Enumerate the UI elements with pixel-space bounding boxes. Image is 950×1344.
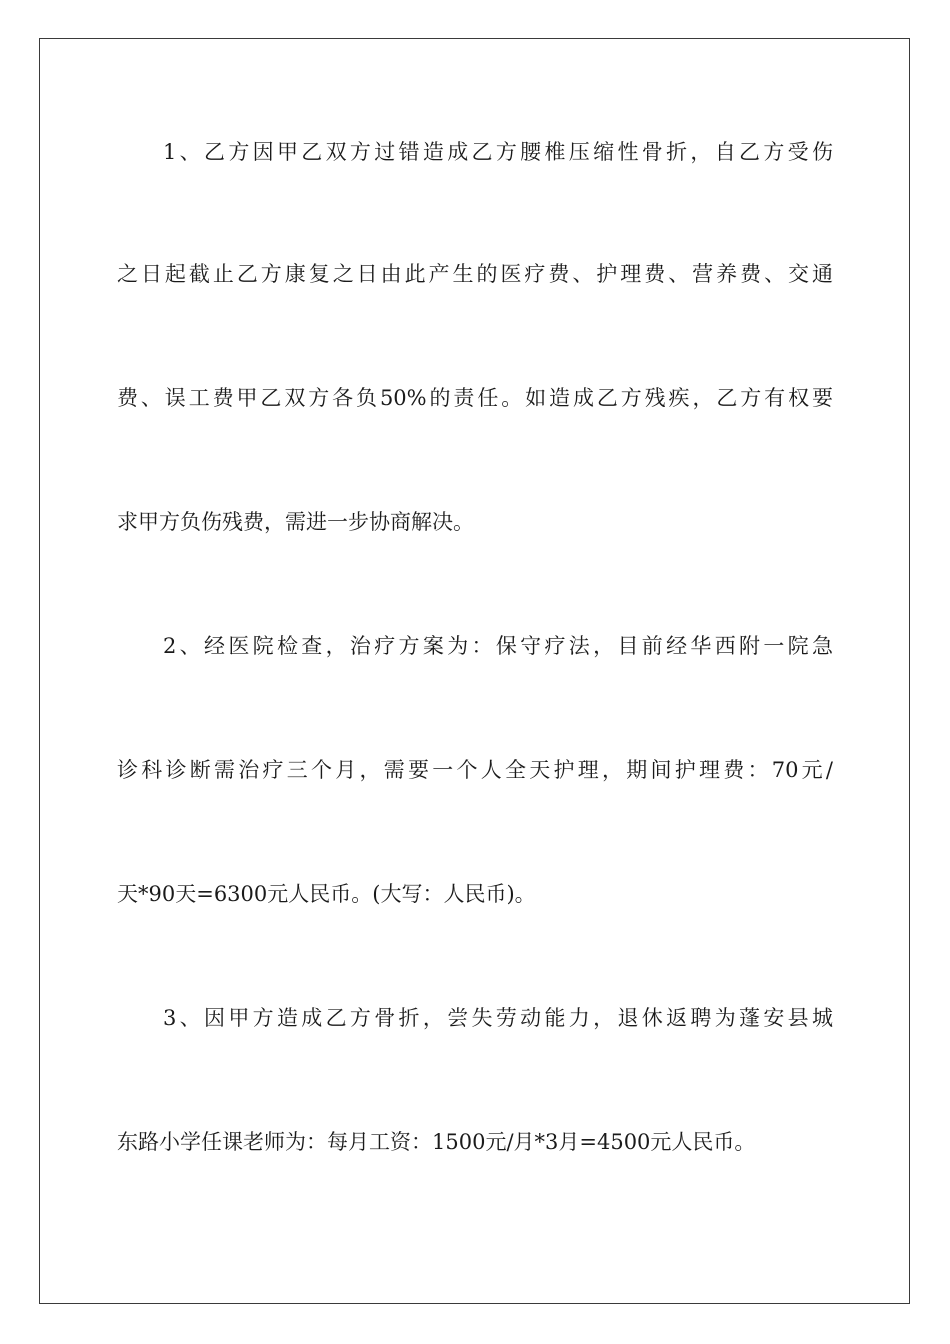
- paragraph-2-line-1: 2、经医院检查，治疗方案为：保守疗法，目前经华西附一院急: [163, 634, 833, 658]
- paragraph-1-line-2: 之日起截止乙方康复之日由此产生的医疗费、护理费、营养费、交通: [117, 262, 833, 286]
- paragraph-1-line-1: 1、乙方因甲乙双方过错造成乙方腰椎压缩性骨折，自乙方受伤: [163, 140, 833, 164]
- paragraph-3-line-2: 东路小学任课老师为：每月工资：1500元/月*3月=4500元人民币。: [117, 1130, 756, 1154]
- paragraph-1-line-4: 求甲方负伤残费，需进一步协商解决。: [117, 510, 474, 534]
- paragraph-3-line-1: 3、因甲方造成乙方骨折，尝失劳动能力，退休返聘为蓬安县城: [163, 1006, 833, 1030]
- paragraph-1-line-3: 费、误工费甲乙双方各负50%的责任。如造成乙方残疾，乙方有权要: [117, 386, 833, 410]
- paragraph-2-line-3: 天*90天=6300元人民币。(大写：人民币)。: [117, 882, 536, 906]
- page-border: [39, 38, 910, 1304]
- paragraph-2-line-2: 诊科诊断需治疗三个月，需要一个人全天护理，期间护理费：70元/: [117, 758, 833, 782]
